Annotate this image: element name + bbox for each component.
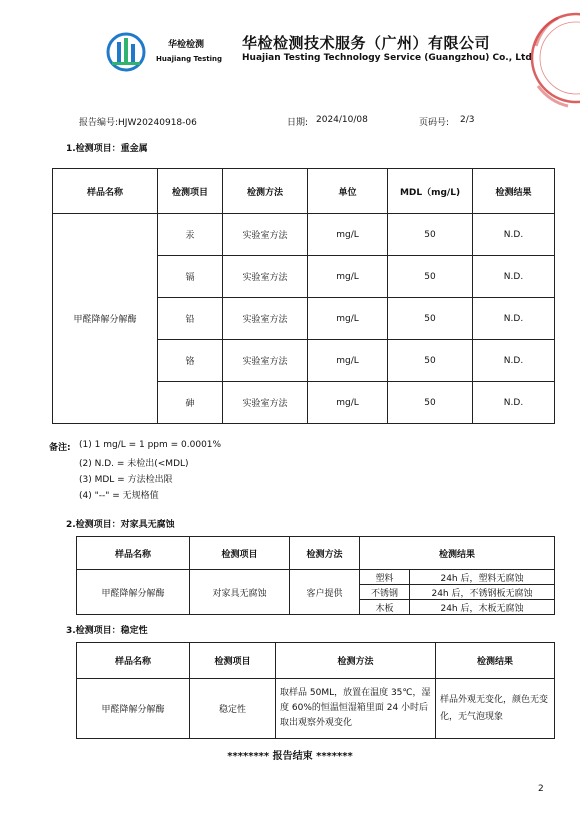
test-method: 取样品 50ML，放置在温度 35℃，湿度 60%的恒温恒湿箱里面 24 小时后取出观察外观变化 <box>276 679 436 739</box>
table-header-row <box>77 537 555 570</box>
brand-name-cn: 华检检测 <box>168 40 205 50</box>
test-item: 对家具无腐蚀 <box>190 570 290 615</box>
mdl: 50 <box>388 214 473 256</box>
header-method: 检测方法 <box>223 169 308 214</box>
unit: mg/L <box>308 256 388 298</box>
page-of-total: 2/3 <box>460 115 475 125</box>
result: N.D. <box>473 256 555 298</box>
material: 塑料 <box>360 570 410 585</box>
sample-name: 甲醛降解分解酶 <box>53 214 158 424</box>
result: 24h 后，不锈钢板无腐蚀 <box>410 585 555 600</box>
page-number: 2 <box>538 784 544 794</box>
section1-title: 1.检测项目：重金属 <box>66 144 148 154</box>
test-method: 实验室方法 <box>223 298 308 340</box>
header-item: 检测项目 <box>190 537 290 570</box>
test-item: 镉 <box>158 256 223 298</box>
header-sample: 样品名称 <box>77 643 190 679</box>
test-item: 铅 <box>158 298 223 340</box>
mdl: 50 <box>388 298 473 340</box>
table-header-row <box>77 643 555 679</box>
note-item: (3) MDL = 方法检出限 <box>79 475 173 485</box>
test-method: 实验室方法 <box>223 256 308 298</box>
note-item: (1) 1 mg/L = 1 ppm = 0.0001% <box>79 440 222 450</box>
notes-label: 备注: <box>49 443 71 453</box>
report-number: 报告编号:HJW20240918-06 <box>79 118 197 128</box>
unit: mg/L <box>308 214 388 256</box>
header-unit: 单位 <box>308 169 388 214</box>
material: 木板 <box>360 600 410 615</box>
date-label: 日期: <box>287 118 309 128</box>
company-name-cn: 华检检测技术服务（广州）有限公司 <box>242 34 491 52</box>
mdl: 50 <box>388 382 473 424</box>
note-item: (2) N.D. = 未检出(<MDL) <box>79 459 189 469</box>
table-row <box>77 679 555 739</box>
section3-title: 3.检测项目：稳定性 <box>66 626 148 636</box>
company-name-en: Huajian Testing Technology Service (Guangzhou) Co., Ltd <box>242 53 532 63</box>
report-end-marker: ******** 报告结束 ******* <box>227 751 353 762</box>
heavy-metal-table <box>52 168 555 424</box>
header-item: 检测项目 <box>190 643 276 679</box>
unit: mg/L <box>308 340 388 382</box>
sample-name: 甲醛降解分解酶 <box>77 570 190 615</box>
header-result: 检测结果 <box>436 643 555 679</box>
test-method: 实验室方法 <box>223 214 308 256</box>
test-item: 汞 <box>158 214 223 256</box>
result: N.D. <box>473 340 555 382</box>
table-row <box>53 214 555 256</box>
result: N.D. <box>473 214 555 256</box>
header-mdl: MDL（mg/L) <box>388 169 473 214</box>
mdl: 50 <box>388 340 473 382</box>
mdl: 50 <box>388 256 473 298</box>
unit: mg/L <box>308 298 388 340</box>
header-item: 检测项目 <box>158 169 223 214</box>
result: N.D. <box>473 298 555 340</box>
unit: mg/L <box>308 382 388 424</box>
company-seal-stamp <box>528 6 580 116</box>
test-method: 客户提供 <box>290 570 360 615</box>
header-method: 检测方法 <box>276 643 436 679</box>
result: 样品外观无变化，颜色无变化，无气泡现象 <box>436 679 555 739</box>
material: 不锈钢 <box>360 585 410 600</box>
report-date: 2024/10/08 <box>316 115 368 125</box>
result: N.D. <box>473 382 555 424</box>
header-method: 检测方法 <box>290 537 360 570</box>
page-label: 页码号: <box>419 118 450 128</box>
table-row <box>77 570 555 585</box>
header-result: 检测结果 <box>360 537 555 570</box>
test-method: 实验室方法 <box>223 340 308 382</box>
corrosion-table <box>76 536 555 615</box>
note-item: (4) "--" = 无规格值 <box>79 491 159 501</box>
brand-name-en: Huajiang Testing <box>156 55 223 63</box>
company-logo-icon <box>104 32 148 72</box>
test-item: 砷 <box>158 382 223 424</box>
result: 24h 后，木板无腐蚀 <box>410 600 555 615</box>
test-item: 铬 <box>158 340 223 382</box>
sample-name: 甲醛降解分解酶 <box>77 679 190 739</box>
test-item: 稳定性 <box>190 679 276 739</box>
header-sample: 样品名称 <box>53 169 158 214</box>
section2-title: 2.检测项目：对家具无腐蚀 <box>66 520 175 530</box>
header-sample: 样品名称 <box>77 537 190 570</box>
header-result: 检测结果 <box>473 169 555 214</box>
test-method: 实验室方法 <box>223 382 308 424</box>
stability-table <box>76 642 555 739</box>
table-header-row <box>53 169 555 214</box>
result: 24h 后，塑料无腐蚀 <box>410 570 555 585</box>
